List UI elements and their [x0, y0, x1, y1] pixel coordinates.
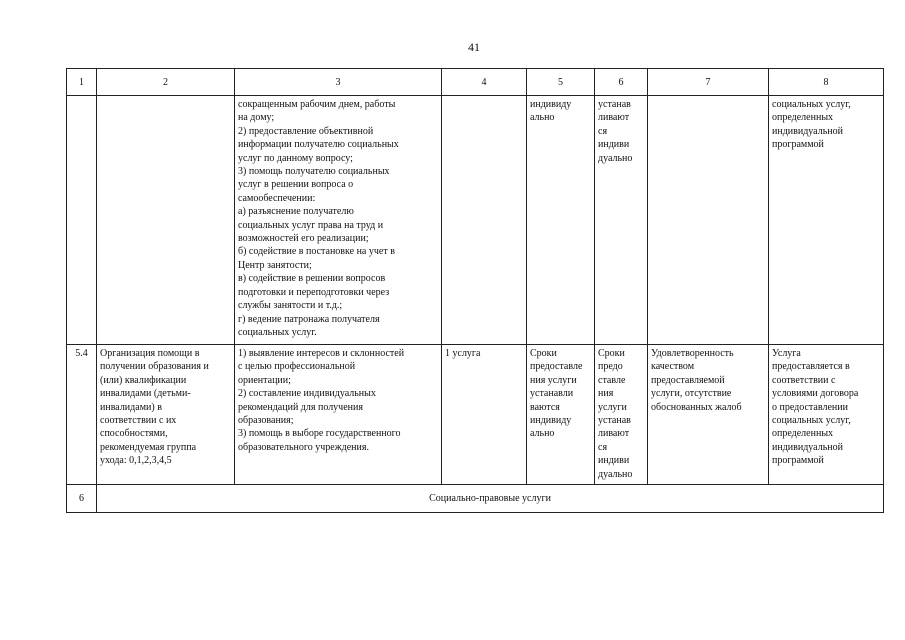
header-cell-2: 2	[97, 69, 235, 96]
cell-conditions: Услуга предоставляется в соответствии с условиями договора о предоставлении социальных услуг, определенных индивидуальной программой	[769, 345, 884, 485]
cell-number	[67, 96, 97, 345]
header-cell-8: 8	[769, 69, 884, 96]
table-row	[67, 96, 884, 345]
table-row	[67, 345, 884, 485]
page-number: 41	[468, 40, 480, 54]
header-row	[67, 69, 884, 96]
header-cell-7: 7	[648, 69, 769, 96]
section-title: Социально-правовые услуги	[97, 485, 884, 513]
cell-deadline-alt: устанав ливают ся индиви дуально	[595, 96, 648, 345]
header-cell-3: 3	[235, 69, 442, 96]
header-cell-6: 6	[595, 69, 648, 96]
section-row	[67, 485, 884, 513]
cell-service-name: Организация помощи в получении образования и (или) квалификации инвалидами (детьми- инвалидами) в соответствии с их способностями, рекомендуемая группа ухода: 0,1,2,3,4,5	[97, 345, 235, 485]
header-cell-5: 5	[527, 69, 595, 96]
cell-number: 5.4	[67, 345, 97, 485]
cell-conditions: социальных услуг, определенных индивидуальной программой	[769, 96, 884, 345]
header-cell-1: 1	[67, 69, 97, 96]
section-number: 6	[67, 485, 97, 513]
cell-deadline-alt: Сроки предо ставле ния услуги устанав ливают ся индиви дуально	[595, 345, 648, 485]
cell-service-name	[97, 96, 235, 345]
cell-deadline: Сроки предоставле ния услуги устанавли ваются индивиду ально	[527, 345, 595, 485]
cell-volume	[442, 96, 527, 345]
cell-service-description: 1) выявление интересов и склонностей с целью профессиональной ориентации; 2) составление индивидуальных рекомендаций для получения образования; 3) помощь в выборе государственного образовательного учреждения.	[235, 345, 442, 485]
cell-quality: Удовлетворенность качеством предоставляемой услуги, отсутствие обоснованных жалоб	[648, 345, 769, 485]
services-table	[66, 68, 884, 513]
cell-deadline: индивиду ально	[527, 96, 595, 345]
cell-volume: 1 услуга	[442, 345, 527, 485]
header-cell-4: 4	[442, 69, 527, 96]
cell-quality	[648, 96, 769, 345]
cell-service-description: сокращенным рабочим днем, работы на дому; 2) предоставление объективной информации получателю социальных услуг по данному вопросу; 3) помощь получателю социальных услуг в решении вопроса о самообеспечении: а) разъяснение получателю социальных услуг права на труд и возможностей его реализации; б) содействие в постановке на учет в Центр занятости; в) содействие в решении вопросов подготовки и переподготовки через службы занятости и т.д.; г) ведение патронажа получателя социальных услуг.	[235, 96, 442, 345]
